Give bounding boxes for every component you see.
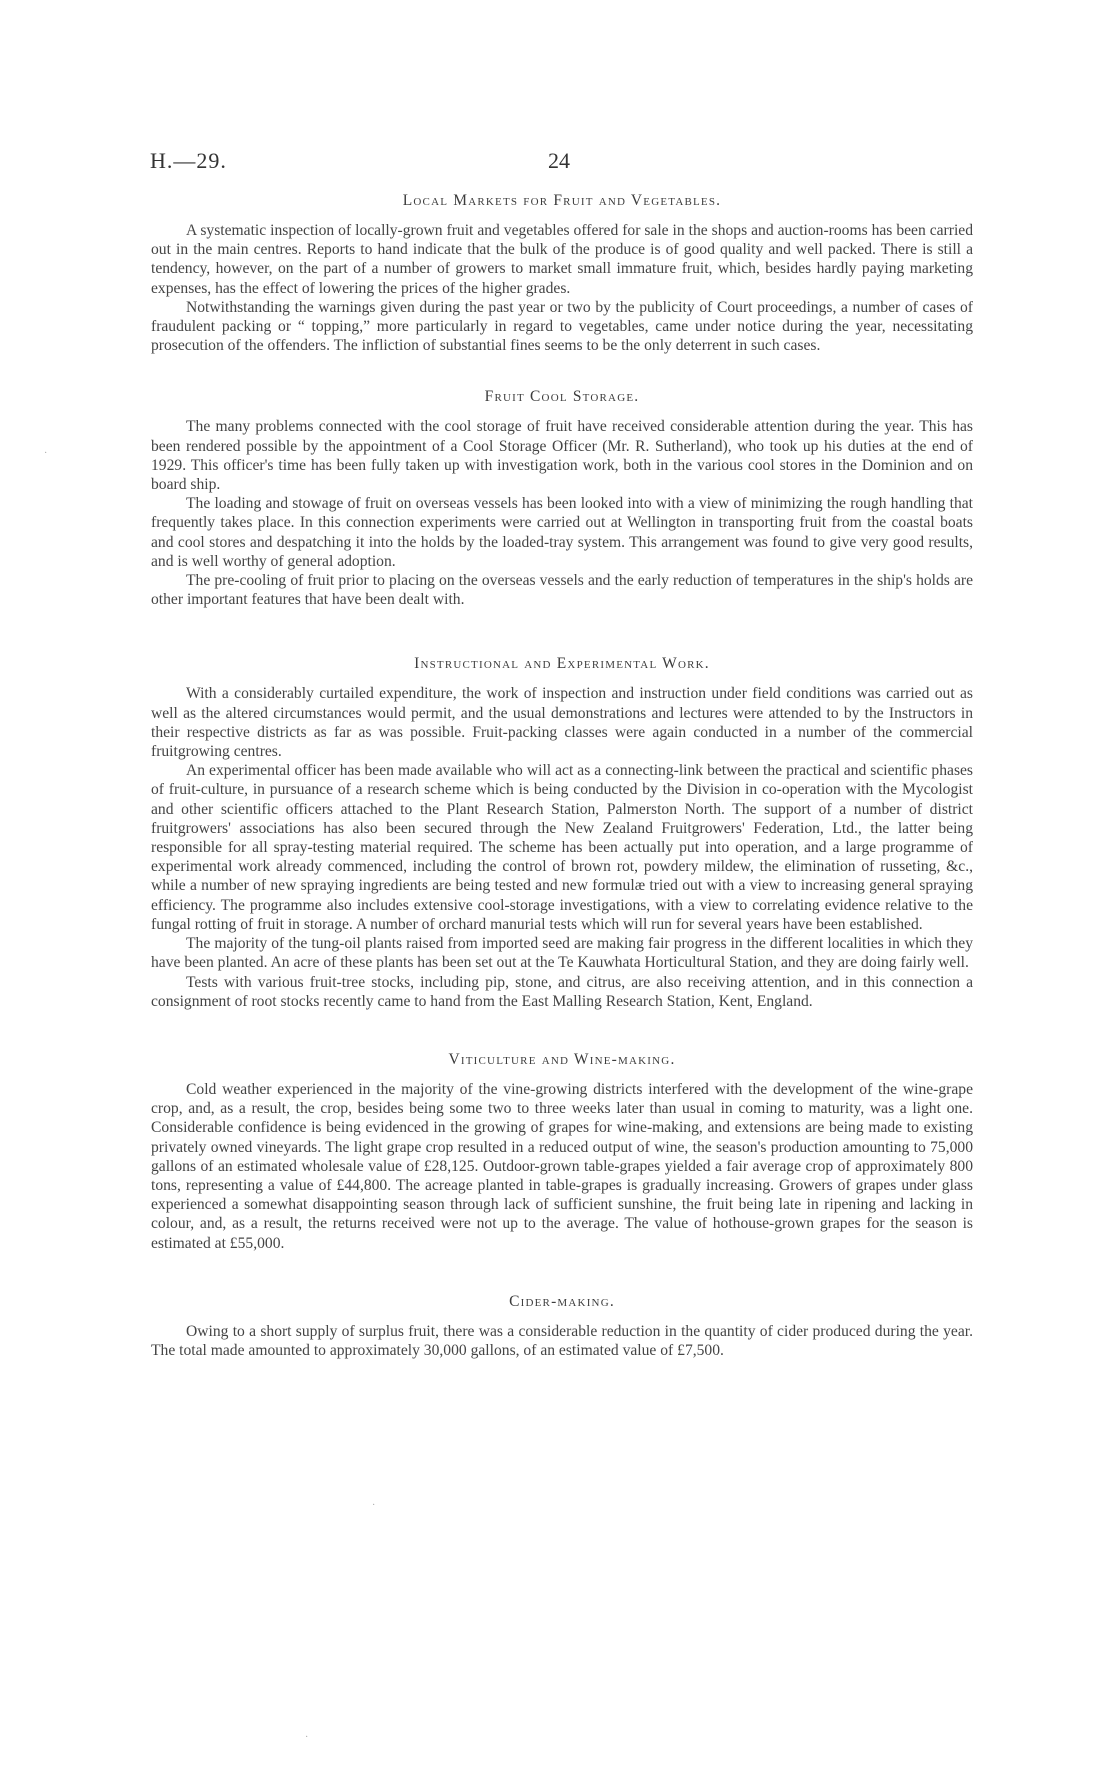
page-body xyxy=(151,192,973,1360)
section-heading: Fruit Cool Storage. xyxy=(484,388,640,406)
section-heading: Viticulture and Wine-making. xyxy=(448,1050,676,1068)
section-heading: Cider-making. xyxy=(509,1292,615,1310)
section-viticulture xyxy=(151,1051,973,1253)
paragraph: The majority of the tung-oil plants raised from imported seed are making fair progress in the different localities in which they have been planted. An acre of these plants has been set out at the Te Kauwhata Horticultural Station, and they are doing fairly well. xyxy=(151,935,973,972)
page-number: 24 xyxy=(548,148,570,173)
paragraph: The many problems connected with the cool storage of fruit have received considerable attention during the year. This has been rendered possible by the appointment of a Cool Storage Officer (Mr. R. Sutherland), who took up his duties at the end of 1929. This officer's time has been fully taken up with investigation work, both in the various cool stores in the Dominion and on board ship. xyxy=(151,418,973,494)
section-local-markets xyxy=(151,192,973,355)
scan-speck: · xyxy=(44,448,48,459)
paragraph: An experimental officer has been made available who will act as a connecting-link between the practical and scientific phases of fruit-culture, in pursuance of a research scheme which is being conducted by the Division in co-operation with the Mycologist and other scientific officers attached to the Plant Research Station, Palmerston North. The support of a number of district fruitgrowers' associations has also been secured through the New Zealand Fruitgrowers' Federation, Ltd., the latter being responsible for all spray-testing material required. The scheme has been actually put into operation, and a large programme of experimental work already commenced, including the control of brown rot, powdery mildew, the elimination of russeting, &c., while a number of new spraying ingredients are being tested and new formulæ tried out with a view to increasing general spraying efficiency. The programme also includes extensive cool-storage investigations, with a view to correlating evidence relative to the fungal rotting of fruit in storage. A number of orchard manurial tests which will run for several years have been established. xyxy=(151,762,973,933)
paragraph: Tests with various fruit-tree stocks, including pip, stone, and citrus, are also receiving attention, and in this connection a consignment of root stocks recently came to hand from the East Malling Research Station, Kent, England. xyxy=(151,973,973,1010)
paragraph: Cold weather experienced in the majority of the vine-growing districts interfered with the development of the wine-grape crop, and, as a result, the crop, besides being some two to three weeks later than usual in coming to maturity, was a light one. Considerable confidence is being evidenced in the growing of grapes for wine-making, and extensions are being made to existing privately owned vineyards. The light grape crop resulted in a reduced output of wine, the season's production amounting to 75,000 gallons of an estimated wholesale value of £28,125. Outdoor-grown table-grapes yielded a fair average crop of approximately 800 tons, representing a value of £44,800. The acreage planted in table-grapes is gradually increasing. Growers of grapes under glass experienced a somewhat disappointing season through lack of sufficient sunshine, the fruit being late in ripening and lacking in colour, and, as a result, the returns received were not up to the average. The value of hothouse-grown grapes for the season is estimated at £55,000. xyxy=(151,1080,973,1252)
section-heading: Local Markets for Fruit and Vegetables. xyxy=(402,192,722,209)
section-fruit-cool-storage xyxy=(151,388,973,609)
document-reference: H.—29. xyxy=(150,148,227,173)
paragraph: Notwithstanding the warnings given during the past year or two by the publicity of Court proceedings, a number of cases of fraudulent packing or “ topping,” more particularly in regard to vegetables, came under notice during the year, necessitating prosecution of the offenders. The infliction of substantial fines seems to be the only deterrent in such cases. xyxy=(151,298,973,355)
paragraph: The pre-cooling of fruit prior to placing on the overseas vessels and the early reduction of temperatures in the ship's holds are other important features that have been dealt with. xyxy=(151,572,973,609)
page-header xyxy=(150,148,980,178)
paragraph: The loading and stowage of fruit on overseas vessels has been looked into with a view of minimizing the rough handling that frequently takes place. In this connection experiments were carried out at Wellington in transporting fruit from the coastal boats and cool stores and despatching it into the holds by the loaded-tray system. This arrangement was found to give very good results, and is well worthy of general adoption. xyxy=(151,495,973,570)
paragraph: A systematic inspection of locally-grown fruit and vegetables offered for sale in the shops and auction-rooms has been carried out in the main centres. Reports to hand indicate that the bulk of the produce is of good quality and well packed. There is still a tendency, however, on the part of a number of growers to market small immature fruit, which, besides hardly paying marketing expenses, has the effect of lowering the prices of the higher grades. xyxy=(151,222,973,297)
paragraph: Owing to a short supply of surplus fruit, there was a considerable reduction in the quantity of cider produced during the year. The total made amounted to approximately 30,000 gallons, of an estimated value of £7,500. xyxy=(151,1322,973,1359)
paragraph: With a considerably curtailed expenditure, the work of inspection and instruction under field conditions was carried out as well as the altered circumstances would permit, and the usual demonstrations and lectures were attended to by the Instructors in their respective districts as far as was possible. Fruit-packing classes were again conducted in a number of the commercial fruitgrowing centres. xyxy=(151,685,973,761)
scan-speck: · xyxy=(372,1500,376,1511)
section-instructional-experimental xyxy=(151,655,973,1010)
section-cider-making xyxy=(151,1293,973,1360)
section-heading: Instructional and Experimental Work. xyxy=(414,655,710,673)
scan-speck: · xyxy=(305,1732,309,1743)
